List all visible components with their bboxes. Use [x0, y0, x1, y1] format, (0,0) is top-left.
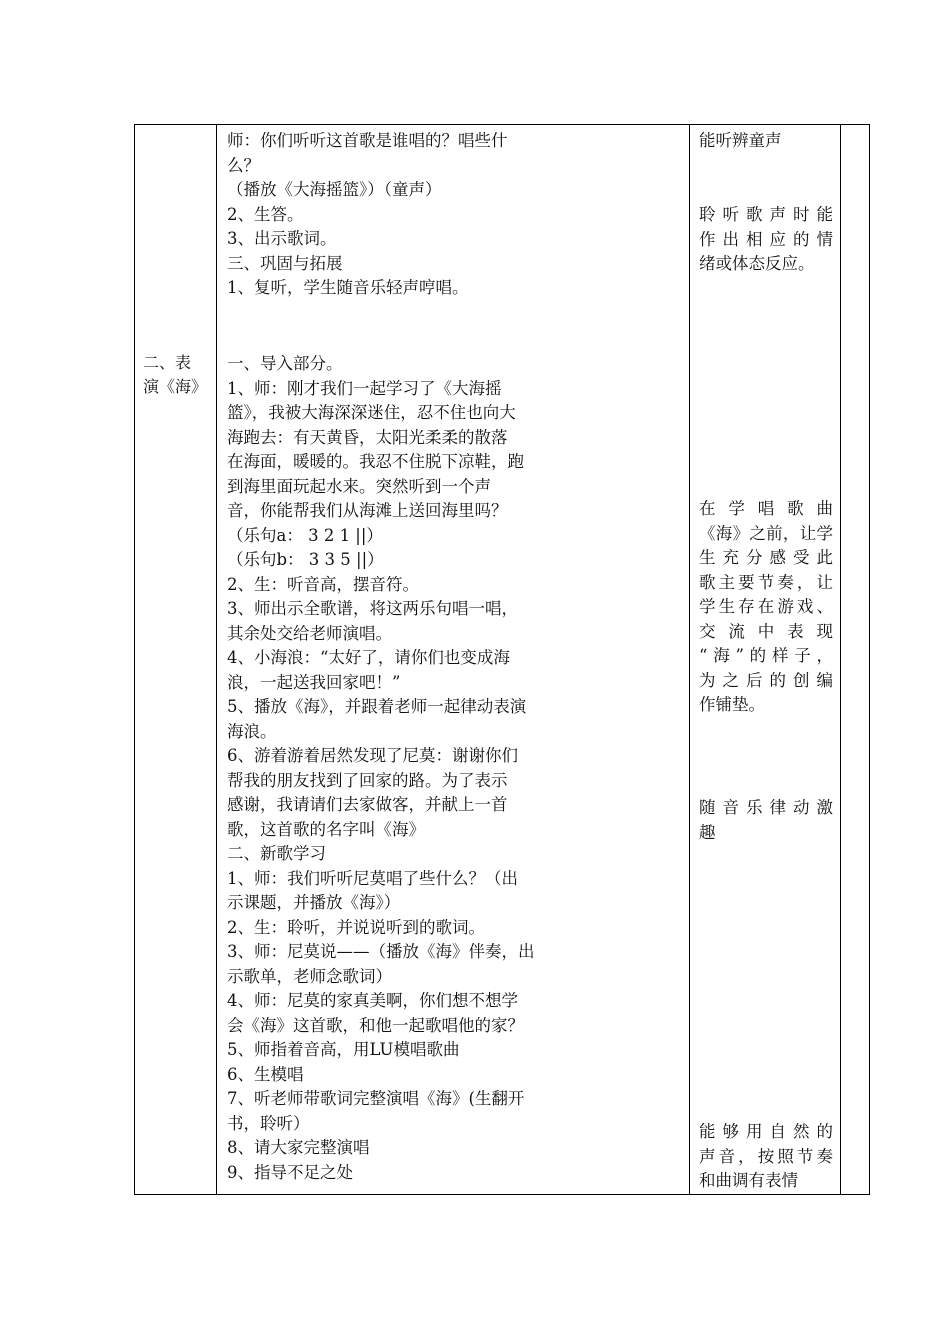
- process-line: 海跑去：有天黄昏，太阳光柔柔的散落: [227, 427, 508, 447]
- intent-line: 交 流 中 表 现: [699, 621, 833, 641]
- intent-line: 能 够 用 自 然 的: [699, 1122, 833, 1141]
- intent-line: 在 学 唱 歌 曲: [699, 499, 833, 518]
- intent-block-5: [699, 1120, 833, 1194]
- process-line: 7、听老师带歌词完整演唱《海》(生翻开: [227, 1089, 525, 1108]
- intent-line: 和曲调有表情: [699, 1171, 798, 1190]
- process-line: 2、生答。: [227, 204, 304, 224]
- process-line: 浪，一起送我回家吧！”: [227, 672, 401, 692]
- process-line: 书，聆听）: [227, 1113, 310, 1133]
- process-line: 在海面，暖暖的。我忍不住脱下凉鞋，跑: [227, 452, 524, 471]
- process-line: 音，你能帮我们从海滩上送回海里吗？: [227, 501, 508, 520]
- process-block-main: [227, 352, 557, 1185]
- section-label-line: 演《海》: [143, 377, 208, 396]
- intent-line: 学 生 存 在 游 戏 、: [699, 597, 833, 616]
- process-line: 海浪。: [227, 721, 277, 741]
- process-line: 师：你们听听这首歌是谁唱的？唱些什: [227, 131, 508, 150]
- intent-line: 《 海 》 之 前 ， 让 学: [699, 523, 833, 543]
- process-line: 么？: [227, 155, 260, 175]
- intent-line: 歌 主 要 节 奏 ， 让: [699, 572, 833, 592]
- intent-line: 为 之 后 的 创 编: [699, 670, 833, 690]
- intent-line: “ 海 ” 的 样 子 ，: [699, 646, 833, 665]
- intent-line: 作 出 相 应 的 情: [699, 229, 833, 249]
- process-line: 3、师出示全歌谱，将这两乐句唱一唱，: [227, 599, 518, 618]
- intent-line: 随 音 乐 律 动 激: [699, 798, 833, 817]
- intent-block-1: [699, 129, 833, 154]
- process-line: 其余处交给老师演唱。: [227, 623, 392, 643]
- intent-line: 声 音 ， 按 照 节 奏: [699, 1146, 833, 1166]
- process-line: 到海里面玩起水来。突然听到一个声: [227, 476, 491, 496]
- teaching-process-column: [217, 125, 690, 1194]
- process-line: 示歌单，老师念歌词）: [227, 966, 392, 986]
- process-line: 9、指导不足之处: [227, 1162, 353, 1182]
- process-line: 三、巩固与拓展: [227, 253, 343, 273]
- process-line: 一、导入部分。: [227, 354, 343, 373]
- design-intent-column: [690, 125, 841, 1194]
- process-line: （播放《大海摇篮》）（童声）: [227, 180, 442, 199]
- notes-column: [841, 125, 871, 1194]
- process-line: 歌，这首歌的名字叫《海》: [227, 819, 425, 839]
- intent-line: 作铺垫。: [699, 695, 765, 714]
- process-line: 5、播放《海》，并跟着老师一起律动表演: [227, 697, 527, 716]
- process-line: 2、生：听音高，摆音符。: [227, 574, 419, 594]
- process-line: 篮》，我被大海深深迷住，忍不住也向大: [227, 403, 516, 422]
- intent-line: 能听辨童声: [699, 131, 782, 150]
- process-line: 4、师：尼莫的家真美啊，你们想不想学: [227, 991, 518, 1010]
- process-line: 会《海》这首歌，和他一起歌唱他的家？: [227, 1015, 524, 1035]
- process-line: 1、师：我们听听尼莫唱了些什么？（出: [227, 868, 518, 888]
- intent-line: 聆 听 歌 声 时 能: [699, 205, 833, 224]
- section-label: [143, 351, 213, 399]
- section-label-line: 二、表: [143, 353, 192, 372]
- intent-block-2: [699, 203, 833, 277]
- process-line: （乐句a： 3 2 1 ||）: [227, 525, 383, 545]
- process-line: 1、师：刚才我们一起学习了《大海摇: [227, 378, 502, 398]
- process-line: 5、师指着音高，用LU模唱歌曲: [227, 1040, 460, 1059]
- intent-block-4: [699, 796, 833, 845]
- process-line: 3、师：尼莫说——（播放《海》伴奏，出: [227, 942, 535, 961]
- process-line: 6、游着游着居然发现了尼莫：谢谢你们: [227, 746, 518, 765]
- lesson-plan-table: [134, 124, 870, 1195]
- process-line: 二、新歌学习: [227, 844, 326, 863]
- process-line: 示课题，并播放《海》）: [227, 893, 401, 912]
- intent-block-3: [699, 497, 833, 718]
- process-line: 4、小海浪：“太好了，请你们也变成海: [227, 648, 510, 667]
- process-block-top: [227, 129, 557, 301]
- process-line: 2、生：聆听，并说说听到的歌词。: [227, 917, 485, 937]
- process-line: 3、出示歌词。: [227, 229, 337, 248]
- section-column: [135, 125, 217, 1194]
- intent-line: 绪或体态反应。: [699, 254, 815, 273]
- intent-line: 趣: [699, 822, 716, 842]
- process-line: 帮我的朋友找到了回家的路。为了表示: [227, 770, 508, 790]
- process-line: 1、复听，学生随音乐轻声哼唱。: [227, 278, 469, 297]
- process-line: 8、请大家完整演唱: [227, 1138, 370, 1157]
- intent-line: 生 充 分 感 受 此: [699, 548, 833, 567]
- process-line: 6、生模唱: [227, 1064, 304, 1084]
- process-line: 感谢，我请请们去家做客，并献上一首: [227, 795, 508, 814]
- process-line: （乐句b： 3 3 5 ||）: [227, 550, 384, 569]
